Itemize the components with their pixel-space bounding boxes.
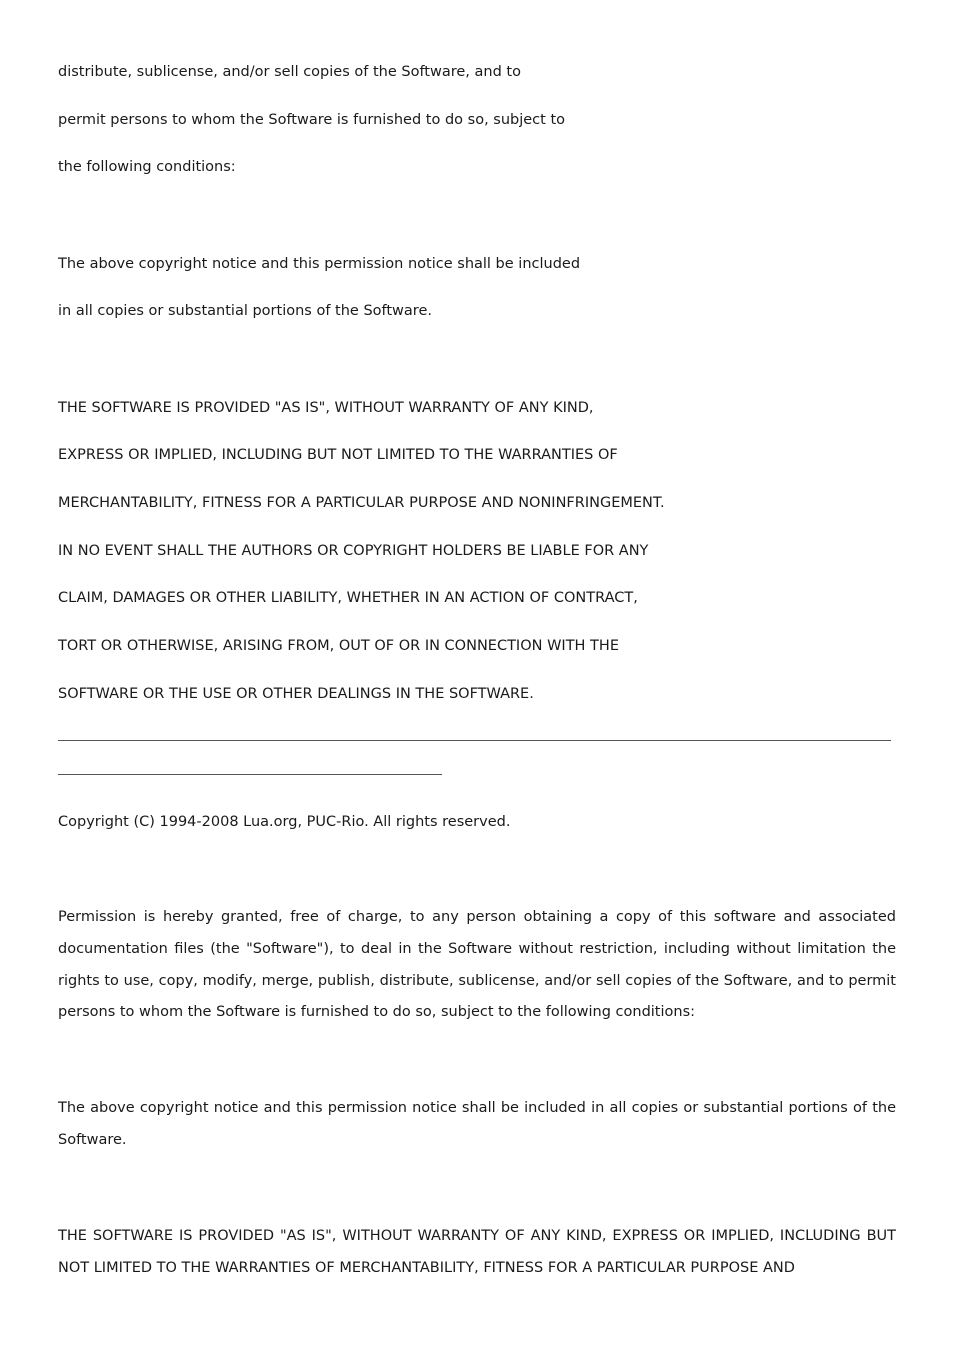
- license-line: TORT OR OTHERWISE, ARISING FROM, OUT OF OR IN CONNECTION WITH THE: [58, 638, 619, 654]
- separator-rule: [58, 740, 891, 741]
- permission-paragraph: Permission is hereby granted, free of charge, to any person obtaining a copy of this software and associated documentation files (the "Software"), to deal in the Software without restriction, including without limitation the rights to use, copy, modify, merge, publish, distribute, sublicense, and/or sell copies of the Software, and to permit persons to whom the Software is furnished to do so, subject to the following conditions:: [58, 909, 896, 1021]
- license-line: distribute, sublicense, and/or sell copies of the Software, and to: [58, 64, 521, 80]
- license-line: SOFTWARE OR THE USE OR OTHER DEALINGS IN THE SOFTWARE.: [58, 686, 534, 702]
- license-line: IN NO EVENT SHALL THE AUTHORS OR COPYRIGHT HOLDERS BE LIABLE FOR ANY: [58, 543, 649, 559]
- notice-paragraph: The above copyright notice and this permission notice shall be included in all copies or substantial portions of the Software.: [58, 1100, 896, 1148]
- license-line: permit persons to whom the Software is furnished to do so, subject to: [58, 112, 566, 128]
- license-line: EXPRESS OR IMPLIED, INCLUDING BUT NOT LIMITED TO THE WARRANTIES OF: [58, 447, 618, 463]
- license-line: in all copies or substantial portions of the Software.: [58, 303, 432, 319]
- license-line: The above copyright notice and this permission notice shall be included: [58, 256, 581, 272]
- warranty-paragraph: THE SOFTWARE IS PROVIDED "AS IS", WITHOUT WARRANTY OF ANY KIND, EXPRESS OR IMPLIED, INCLUDING BUT NOT LIMITED TO THE WARRANTIES OF MERCHANTABILITY, FITNESS FOR A PARTICULAR PURPOSE AND: [58, 1228, 896, 1276]
- copyright-line: Copyright (C) 1994-2008 Lua.org, PUC-Rio. All rights reserved.: [58, 814, 511, 830]
- license-line: the following conditions:: [58, 159, 236, 175]
- separator-rule-short: [58, 774, 442, 775]
- license-line: THE SOFTWARE IS PROVIDED "AS IS", WITHOUT WARRANTY OF ANY KIND,: [58, 400, 594, 416]
- license-line: CLAIM, DAMAGES OR OTHER LIABILITY, WHETHER IN AN ACTION OF CONTRACT,: [58, 590, 638, 606]
- license-line: MERCHANTABILITY, FITNESS FOR A PARTICULAR PURPOSE AND NONINFRINGEMENT.: [58, 495, 665, 511]
